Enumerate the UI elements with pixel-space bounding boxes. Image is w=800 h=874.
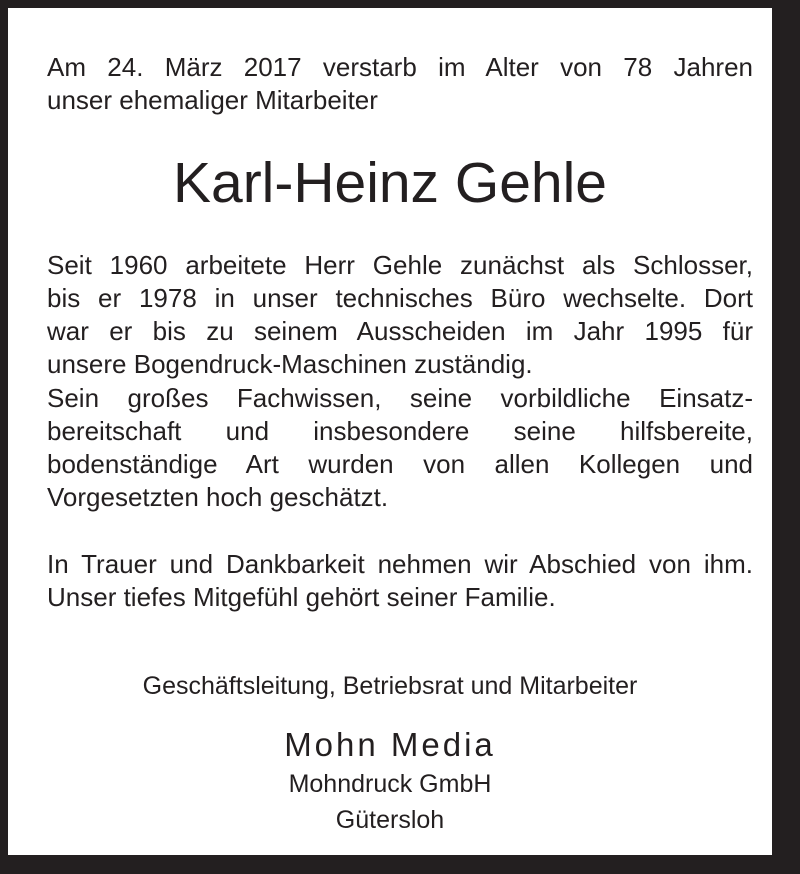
career-paragraph [47, 249, 753, 381]
company-city: Gütersloh [335, 806, 445, 834]
text-line: Sein großes Fachwissen, seine vorbildliche Einsatz- [47, 383, 753, 413]
tribute-paragraph [47, 382, 753, 514]
text-line: bodenständige Art wurden von allen Kollegen und [47, 449, 753, 479]
signatories: Geschäftsleitung, Betriebsrat und Mitarbeiter [142, 672, 638, 700]
text-line: Am 24. März 2017 verstarb im Alter von 78 Jahren [47, 52, 753, 82]
text-line: war er bis zu seinem Ausscheiden im Jahr 1995 für [47, 316, 753, 346]
obituary-notice [8, 8, 772, 855]
company-name: Mohn Media [284, 726, 496, 763]
text-line: Seit 1960 arbeitete Herr Gehle zunächst als Schlosser, [47, 250, 753, 280]
text-line: Vorgesetzten hoch geschätzt. [47, 482, 389, 512]
text-line: unsere Bogendruck-Maschinen zuständig. [47, 349, 533, 379]
text-line: In Trauer und Dankbarkeit nehmen wir Abschied von ihm. [47, 549, 753, 579]
condolence-paragraph [47, 548, 753, 614]
company-subtitle: Mohndruck GmbH [288, 770, 492, 798]
text-line: Unser tiefes Mitgefühl gehört seiner Familie. [47, 582, 556, 612]
text-line: bereitschaft und insbesondere seine hilfsbereite, [47, 416, 753, 446]
deceased-name: Karl-Heinz Gehle [172, 151, 607, 215]
text-line: unser ehemaliger Mitarbeiter [47, 85, 378, 115]
intro-paragraph [47, 51, 753, 117]
text-line: bis er 1978 in unser technisches Büro wechselte. Dort [47, 283, 753, 313]
